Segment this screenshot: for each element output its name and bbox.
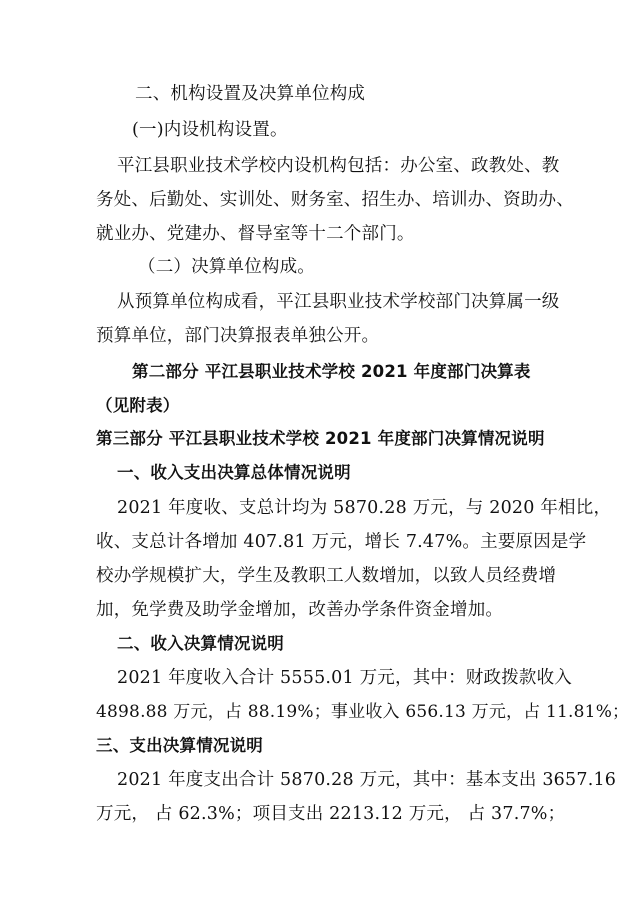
part-three-heading: 第三部分 平江县职业技术学校 2021 年度部门决算情况说明	[96, 429, 545, 448]
paragraph-line: 平江县职业技术学校内设机构包括：办公室、政教处、教	[117, 156, 560, 176]
paragraph-line: 2021 年度收、支总计均为 5870.28 万元，与 2020 年相比，	[117, 498, 612, 518]
part-two-heading: 第二部分 平江县职业技术学校 2021 年度部门决算表	[132, 362, 531, 381]
paragraph-line: 务处、后勤处、实训处、财务室、招生办、培训办、资助办、	[96, 190, 574, 210]
paragraph-line: 2021 年度支出合计 5870.28 万元，其中：基本支出 3657.16	[117, 770, 617, 790]
paragraph-line: 预算单位，部门决算报表单独公开。	[96, 326, 380, 346]
paragraph-line: 收、支总计各增加 407.81 万元，增长 7.47%。主要原因是学	[96, 532, 587, 552]
paragraph-line: 校办学规模扩大，学生及教职工人数增加，以致人员经费增	[96, 566, 557, 586]
subheading-internal-institutions: (一)内设机构设置。	[132, 120, 288, 140]
paragraph-line: 4898.88 万元，占 88.19%；事业收入 656.13 万元，占 11.81%；	[96, 702, 630, 722]
paragraph-line: 加，免学费及助学金增加，改善办学条件资金增加。	[96, 600, 504, 620]
part-two-heading-cont: （见附表）	[96, 396, 180, 415]
section-heading-structure: 二、机构设置及决算单位构成	[135, 84, 366, 104]
section-heading-overall: 一、收入支出决算总体情况说明	[117, 463, 351, 482]
paragraph-line: 从预算单位构成看，平江县职业技术学校部门决算属一级	[117, 292, 560, 312]
section-heading-expenditure: 三、支出决算情况说明	[96, 736, 263, 755]
subheading-budget-unit: （二）决算单位构成。	[138, 257, 315, 277]
paragraph-line: 就业办、党建办、督导室等十二个部门。	[96, 224, 415, 244]
paragraph-line: 万元， 占 62.3%；项目支出 2213.12 万元， 占 37.7%；	[96, 804, 566, 824]
paragraph-line: 2021 年度收入合计 5555.01 万元，其中：财政拨款收入	[117, 668, 572, 688]
section-heading-income: 二、收入决算情况说明	[117, 634, 284, 653]
